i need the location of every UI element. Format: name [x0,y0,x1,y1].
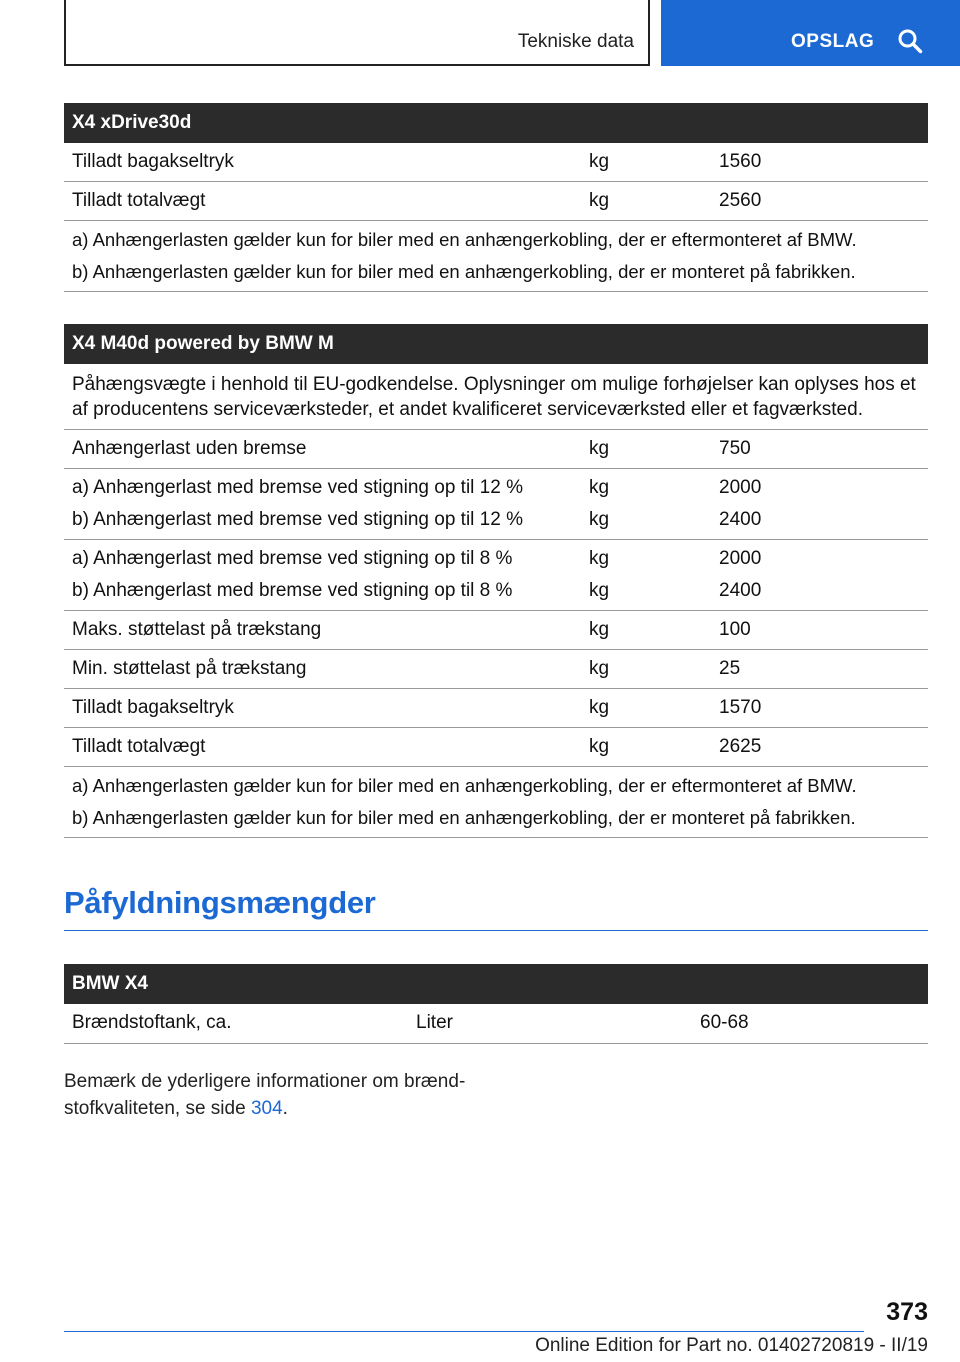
row-value: 1560 [719,151,762,172]
row-value: 25 [719,658,741,679]
row-unit: kg [589,509,610,530]
section-heading [64,885,928,931]
row-label: Min. støttelast på trækstang [72,658,307,679]
row-label: a) Anhængerlast med bremse ved stigning op til 12 % [72,477,523,498]
row-label: Brændstoftank, ca. [72,1012,232,1033]
row-unit: kg [589,190,610,211]
table-title: X4 M40d powered by BMW M [64,324,928,364]
row-value: 2000 [719,548,762,569]
row-value: 2000 [719,477,762,498]
row-label: b) Anhængerlast med bremse ved stigning op til 8 % [72,580,513,601]
row-label: Tilladt totalvægt [72,736,206,757]
row-unit: kg [589,151,610,172]
row-unit: kg [589,697,610,718]
row-unit: kg [589,658,610,679]
table-bmw-x4 [64,964,928,1044]
fuel-note [64,1068,504,1122]
section-title: Tekniske data [517,31,634,52]
table-row [64,182,928,221]
row-unit: kg [589,619,610,640]
table-row [64,143,928,182]
row-unit: kg [589,548,610,569]
row-value: 2400 [719,509,762,530]
footer-divider [64,1331,864,1332]
row-label: Maks. støttelast på trækstang [72,619,322,640]
table-row [64,469,928,540]
lookup-button[interactable] [661,0,960,66]
note-end: . [282,1098,288,1119]
table-row [64,650,928,689]
row-value: 1570 [719,697,762,718]
row-value: 2400 [719,580,762,601]
table-title: X4 xDrive30d [64,103,928,143]
note-a: a) Anhængerlasten gælder kun for biler med en anhængerkobling, der er eftermonteret af BMW. [72,775,857,796]
row-value: 2560 [719,190,762,211]
row-value: 60-68 [700,1012,749,1033]
row-value: 100 [719,619,751,640]
header-section-box [64,0,650,66]
row-label: a) Anhængerlast med bremse ved stigning op til 8 % [72,548,513,569]
table-row [64,728,928,767]
row-label: Tilladt bagakseltryk [72,151,234,172]
intro-text: Påhængsvægte i henhold til EU-godkendelse. Oplysninger om mulige forhøjelser kan oplyses hos et af producentens serviceværksteder, et andet kvalificeret serviceværksted eller et fagværksted. [72,374,916,420]
row-unit: kg [589,736,610,757]
note-a: a) Anhængerlasten gælder kun for biler med en anhængerkobling, der er eftermonteret af BMW. [72,229,857,250]
table-row [64,1004,928,1044]
note-b: b) Anhængerlasten gælder kun for biler med en anhængerkobling, der er monteret på fabrikken. [72,807,856,828]
table-notes [64,221,928,292]
row-label: b) Anhængerlast med bremse ved stigning op til 12 % [72,509,523,530]
table-x4-xdrive30d [64,103,928,292]
table-row [64,611,928,650]
row-label: Tilladt bagakseltryk [72,697,234,718]
row-unit: Liter [416,1012,453,1033]
table-row [64,540,928,611]
footer-edition: Online Edition for Part no. 01402720819 - II/19 [535,1335,928,1356]
search-icon [897,28,923,54]
row-value: 2625 [719,736,762,757]
table-intro [64,364,928,430]
table-row [64,689,928,728]
note-b: b) Anhængerlasten gælder kun for biler med en anhængerkobling, der er monteret på fabrikken. [72,261,856,282]
section-title-fill-volumes: Påfyldningsmængder [64,885,376,920]
table-notes [64,767,928,838]
row-unit: kg [589,477,610,498]
page-link[interactable]: 304 [250,1098,283,1119]
page-number: 373 [886,1298,928,1326]
table-x4-m40d [64,324,928,838]
row-label: Tilladt totalvægt [72,190,206,211]
note-text: Bemærk de yderligere informationer om brænd-stofkvaliteten, se side [64,1071,466,1119]
row-unit: kg [589,580,610,601]
table-title: BMW X4 [64,964,928,1004]
lookup-label: OPSLAG [791,31,875,52]
table-row [64,430,928,469]
row-value: 750 [719,438,751,459]
row-unit: kg [589,438,610,459]
row-label: Anhængerlast uden bremse [72,438,307,459]
